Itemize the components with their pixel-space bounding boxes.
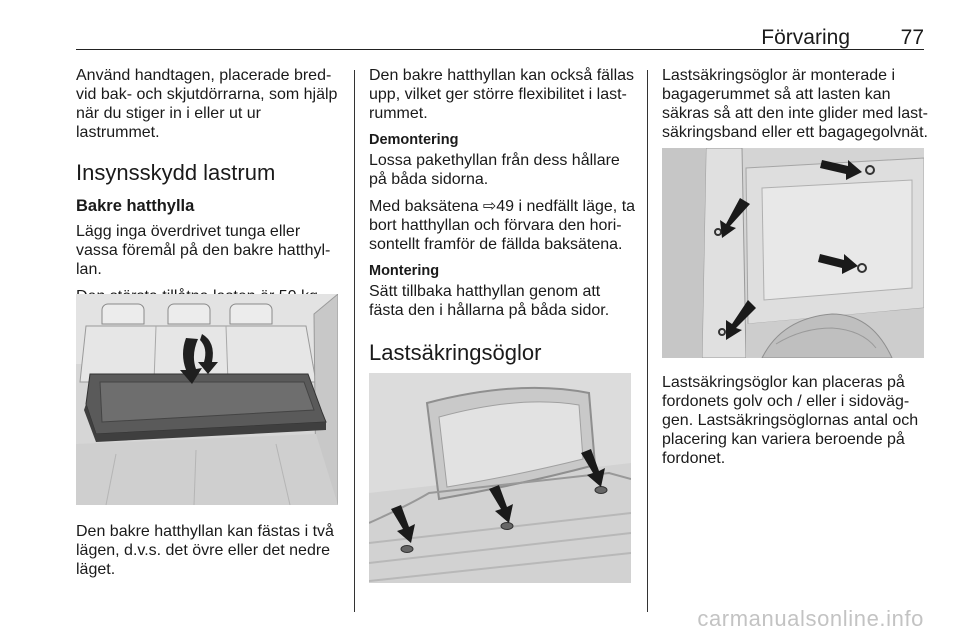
column-divider-left (354, 70, 355, 612)
floor-eyelets-illustration (369, 373, 631, 583)
rear-shelf-illustration (76, 294, 338, 505)
column-2 (369, 66, 639, 376)
section-heading-cover: Insynsskydd lastrum (76, 160, 276, 185)
subheading-rear-shelf: Bakre hatthylla (76, 197, 195, 215)
tie-down-placement-paragraph: Lastsäkringsöglor kan placeras på fordonets golv och / eller i sidoväggen. Lastsäkringsöglornas antal och placering kan variera beroende på fordonet. (662, 374, 919, 467)
removal-step-1: Lossa pakethyllan från dess hållare på båda sidorna. (369, 152, 620, 188)
column-divider-right (647, 70, 648, 612)
tie-down-intro-paragraph: Lastsäkringsöglor är monterade i bagagerummet så att lasten kan säkras så att den inte glider med lastsäkringsband eller ett bagagegolvnät. (662, 67, 928, 141)
shelf-warning-paragraph: Lägg inga överdrivet tunga eller vassa föremål på den bakre hatthyllan. (76, 223, 331, 278)
install-step-1: Sätt tillbaka hatthyllan genom att fästa den i hållarna på båda sidor. (369, 283, 610, 319)
column-3 (662, 66, 932, 150)
shelf-position-caption: Den bakre hatthyllan kan fästas i två lägen, d.v.s. det övre eller det nedre läget. (76, 523, 334, 578)
section-heading-tie-downs: Lastsäkringsöglor (369, 340, 542, 365)
intro-paragraph: Använd handtagen, placerade bredvid bak- och skjutdörrarna, som hjälp när du stiger in i eller ut ur lastrummet. (76, 67, 338, 141)
watermark: carmanualsonline.info (697, 606, 924, 631)
removal-heading: Demontering (369, 132, 459, 148)
wall-eyelets-illustration (662, 148, 924, 358)
column-1 (76, 66, 346, 314)
removal-step-2: Med baksätena ⇨49 i nedfällt läge, ta bort hatthyllan och förvara den horisontellt framför de fällda baksätena. (369, 198, 636, 253)
page-reference-number: 49 (496, 198, 515, 215)
fold-up-paragraph: Den bakre hatthyllan kan också fällas upp, vilket ger större flexibilitet i lastrummet. (369, 67, 635, 122)
section-title: Förvaring (761, 26, 850, 49)
column-1-caption (76, 522, 346, 587)
column-3-bottom (662, 373, 932, 476)
page-number: 77 (900, 26, 924, 49)
page-header (76, 26, 924, 50)
install-heading: Montering (369, 263, 440, 279)
page-reference-arrow-icon: ⇨ (482, 198, 497, 215)
